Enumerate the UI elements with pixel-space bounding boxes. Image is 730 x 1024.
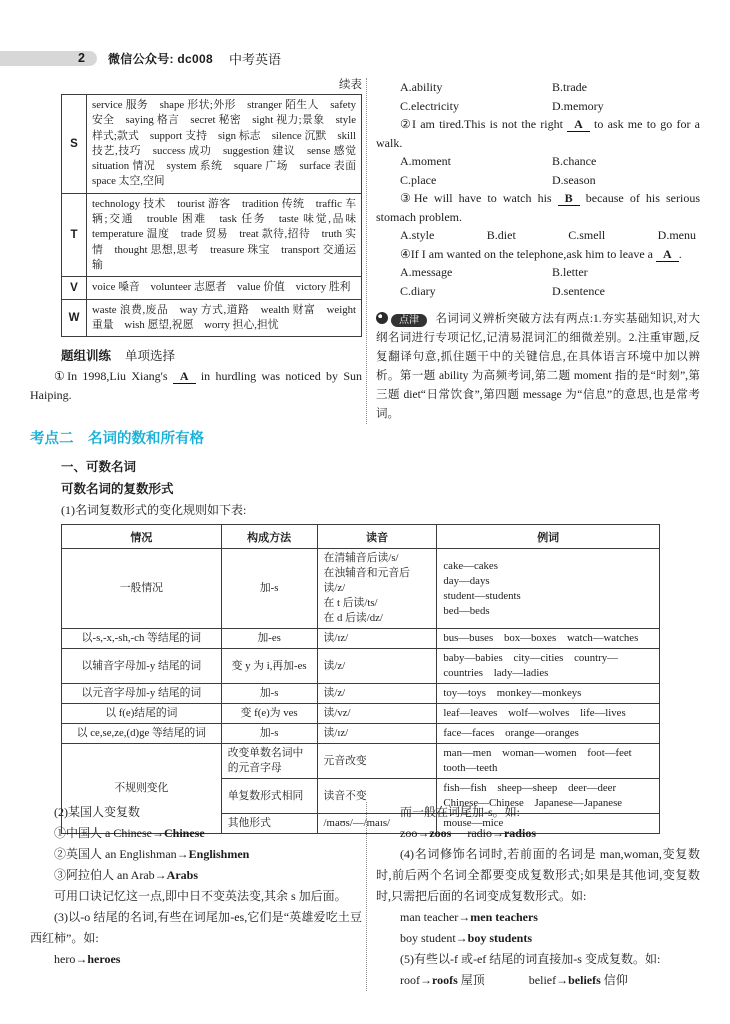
- example-item: [30, 844, 362, 865]
- q4-options-row-1: [376, 263, 700, 282]
- pron-cell: [317, 549, 437, 629]
- example-line: day—days: [443, 574, 490, 587]
- example-cell: fish—fish sheep—sheep deer—deer Chinese—Chinese Japanese—Japanese: [437, 779, 660, 814]
- example-cell: baby—babies city—cities country—countries lady—ladies: [437, 649, 660, 684]
- method-cell: 改变单数名词中的元音字母: [221, 744, 317, 779]
- paragraph: 可用口诀记忆这一点,即中日不变英法变,其余 s 加后面。: [54, 889, 347, 903]
- q4-options-row-2: [376, 282, 700, 301]
- q1-options-row-1: [376, 78, 700, 97]
- example-item: [30, 865, 362, 886]
- table-row: [62, 704, 660, 724]
- pron-cell: 元音改变: [317, 744, 437, 779]
- pron-cell: /maʊs/—/maɪs/: [317, 814, 437, 834]
- bottom-columns: [30, 802, 700, 991]
- example-line: student—students: [443, 589, 521, 602]
- example-item: [30, 949, 362, 970]
- question-3-answer: B: [558, 191, 580, 206]
- table-row: [62, 684, 660, 704]
- case-cell: 以 ce,se,ze,(d)ge 等结尾的词: [62, 724, 222, 744]
- case-cell: 以辅音字母加-y 结尾的词: [62, 649, 222, 684]
- example-bold: radios: [503, 826, 536, 840]
- example-pre: man teacher→: [400, 910, 471, 924]
- method-cell: 变 y 为 i,再加-es: [221, 649, 317, 684]
- q2-options-row-2: [376, 171, 700, 190]
- vocab-letter: T: [62, 193, 87, 276]
- vocab-letter: S: [62, 95, 87, 194]
- example-cell: bus—buses box—boxes watch—watches: [437, 629, 660, 649]
- plural-header-row: [62, 525, 660, 549]
- example-item: [376, 907, 700, 928]
- option: D.season: [552, 172, 596, 187]
- example-item: [376, 823, 700, 844]
- example-bold: zoos: [429, 826, 452, 840]
- question-4-text: ④If I am wanted on the telephone,ask him to leave a: [400, 246, 654, 261]
- section-heading: 考点二 名词的数和所有格: [30, 431, 204, 447]
- vocab-words: voice 嗓音 volunteer 志愿者 value 价值 victory 胜利: [87, 277, 362, 299]
- section-intro: (1)名词复数形式的变化规则如下表:: [61, 503, 247, 517]
- example-item: [30, 823, 362, 844]
- question-3-text-cont: because of his serious stomach problem.: [376, 191, 701, 224]
- option: A.moment: [400, 154, 451, 168]
- method-cell: 加-s: [221, 724, 317, 744]
- bottom-left-column: [30, 802, 362, 991]
- question-4-text-cont: .: [678, 246, 682, 261]
- pron-line: 在浊辅音和元音后读/z/: [323, 567, 410, 594]
- option: B.letter: [552, 265, 588, 279]
- pron-cell: 读/z/: [317, 649, 437, 684]
- case-cell: 以-s,-x,-sh,-ch 等结尾的词: [62, 629, 222, 649]
- method-cell: 变 f(e)为 ves: [221, 704, 317, 724]
- example-bold: heroes: [87, 952, 121, 966]
- top-right-column: [366, 78, 700, 424]
- example-cell: man—men woman—women foot—feet tooth—teeth: [437, 744, 660, 779]
- question-2-text: ②I am tired.This is not the right: [400, 117, 563, 131]
- option: D.menu: [657, 228, 696, 242]
- question-4: [376, 245, 700, 264]
- example-cell: [437, 549, 660, 629]
- drill-heading: [61, 346, 362, 364]
- top-columns: [30, 78, 700, 424]
- tip-badge: 点津: [391, 314, 427, 327]
- example-item: [376, 928, 700, 949]
- example-bold: men teachers: [470, 910, 538, 924]
- column-header: 情况: [62, 525, 222, 549]
- paragraph: 而一般在词尾加-s。如:: [400, 805, 521, 819]
- question-1: [30, 367, 362, 405]
- example-line: cake—cakes: [443, 559, 498, 572]
- example-pre: roof→: [400, 973, 432, 987]
- case-cell: 一般情况: [62, 549, 222, 629]
- page-number: 2: [78, 50, 85, 65]
- pron-cell: 读/vz/: [317, 704, 437, 724]
- question-1-answer: A: [173, 369, 196, 384]
- question-3: [376, 189, 700, 226]
- example-line: bed—beds: [443, 604, 490, 617]
- paragraph: (3)以-o 结尾的名词,有些在词尾加-es,它们是“英雄爱吃土豆西红柿”。如:: [30, 910, 362, 945]
- example-pre: ③阿拉伯人 an Arab→: [54, 868, 167, 882]
- vocab-row-v: [62, 277, 362, 299]
- question-2-answer: A: [567, 117, 590, 132]
- page-header: [0, 50, 281, 66]
- tip-text: 名词词义辨析突破方法有两点:1.夯实基础知识,对大纲名词进行专项记忆,记清易混词汇的细微差别。2.注重审题,反复翻译句意,抓住题干中的关键信息,在具体语言环境中加以辨析。第一题 ability 为高频考词,第二题 moment 指的是“时刻”,第三题 diet“日常饮食”,第四题 message 为“信息”的意思,也是常考词。: [376, 313, 700, 420]
- top-left-column: [30, 78, 367, 424]
- option: B.diet: [486, 228, 516, 242]
- q3-options-row: [376, 226, 700, 245]
- method-cell: 加-s: [221, 684, 317, 704]
- vocab-row-s: [62, 95, 362, 194]
- question-2: [376, 115, 700, 152]
- wechat-brand-label: 微信公众号: dc008: [108, 51, 213, 66]
- table-row: [62, 629, 660, 649]
- q1-options-row-2: [376, 97, 700, 116]
- example-bold: boy students: [467, 931, 533, 945]
- example-post: 屋顶: [457, 973, 485, 987]
- example-bold: Chinese: [164, 826, 205, 840]
- book-title: 中考英语: [228, 51, 281, 67]
- example-pre: ①中国人 a Chinese→: [54, 826, 164, 840]
- case-cell: 以 f(e)结尾的词: [62, 704, 222, 724]
- method-cell: 加-s: [221, 549, 317, 629]
- paragraph: (4)名词修饰名词时,若前面的名词是 man,woman,变复数时,前后两个名词全都要变成复数形式;如果是其他词,变复数时,只需把后面的名词变成复数形式。如:: [376, 847, 700, 903]
- pron-cell: 读/ɪz/: [317, 629, 437, 649]
- vocab-table: [61, 94, 367, 337]
- option: C.smell: [568, 228, 606, 242]
- vocab-words: technology 技术 tourist 游客 tradition 传统 traffic 车辆;交通 trouble 困难 task 任务 taste 味觉,品味 temperature 温度 trade 贸易 treat 款待,招待 truth 实情 thought 思想,思考 treasure 珠宝 transport 交通运输: [87, 193, 362, 276]
- option: A.ability: [400, 80, 443, 94]
- column-header: 例词: [437, 525, 660, 549]
- question-1-text-cont: in hurdling was noticed by Sun Haiping.: [30, 369, 363, 403]
- pron-cell: 读/z/: [317, 684, 437, 704]
- page-number-pill: [0, 51, 97, 66]
- column-header: 读音: [317, 525, 437, 549]
- question-3-text: ③He will have to watch his: [400, 191, 552, 205]
- example-item: [376, 970, 700, 991]
- section-sub1: 一、可数名词: [61, 460, 137, 474]
- example-pre: hero→: [54, 952, 88, 966]
- vocab-letter: V: [62, 277, 87, 299]
- example-cell: leaf—leaves wolf—wolves life—lives: [437, 704, 660, 724]
- case-cell: 不规则变化: [62, 744, 222, 834]
- plural-rules-table: [61, 524, 660, 834]
- tip-block: [376, 310, 700, 424]
- option: C.electricity: [400, 98, 459, 113]
- question-1-text: ①In 1998,Liu Xiang's: [54, 369, 168, 384]
- case-cell: 以元音字母加-y 结尾的词: [62, 684, 222, 704]
- drill-subtitle: 单项选择: [125, 349, 176, 364]
- vocab-words: waste 浪费,废品 way 方式,道路 wealth 财富 weight 重量 wish 愿望,祝愿 worry 担心,担忧: [87, 299, 362, 337]
- option: C.place: [400, 172, 437, 187]
- table-row: [62, 649, 660, 684]
- example-pre: ②英国人 an Englishman→: [54, 847, 189, 861]
- example-bold: Englishmen: [188, 847, 250, 861]
- option: B.chance: [552, 154, 597, 168]
- column-header: 构成方法: [221, 525, 317, 549]
- example-pre: radio→: [467, 826, 504, 840]
- example-pre: zoo→: [400, 826, 430, 840]
- pron-cell: 读/ɪz/: [317, 724, 437, 744]
- drill-title: 题组训练: [61, 349, 112, 364]
- table-row: [62, 724, 660, 744]
- section-kaodian2: [30, 427, 700, 834]
- section-sub2: 可数名词的复数形式: [61, 482, 174, 496]
- question-2-text-cont: to ask me to go for a walk.: [376, 117, 700, 150]
- pron-line: 在 d 后读/dz/: [323, 612, 383, 624]
- option: A.style: [400, 228, 435, 242]
- option: D.sentence: [552, 283, 605, 298]
- table-row-irregular: [62, 744, 660, 779]
- vocab-row-w: [62, 299, 362, 337]
- method-cell: 单复数形式相同: [221, 779, 317, 814]
- q2-options-row-1: [376, 152, 700, 171]
- example-pre: boy student→: [400, 931, 468, 945]
- question-4-answer: A: [656, 247, 679, 262]
- example-bold: beliefs: [568, 973, 601, 987]
- paragraph: (5)有些以-f 或-ef 结尾的词直接加-s 变成复数。如:: [400, 952, 661, 966]
- example-cell: toy—toys monkey—monkeys: [437, 684, 660, 704]
- option: A.message: [400, 265, 453, 279]
- option: C.diary: [400, 283, 436, 298]
- vocab-letter: W: [62, 299, 87, 337]
- option: D.memory: [552, 98, 604, 113]
- example-bold: roofs: [432, 973, 458, 987]
- table-row-general: [62, 549, 660, 629]
- table-continued-label: 续表: [339, 79, 362, 91]
- bottom-right-column: [366, 802, 700, 991]
- example-pre: belief→: [528, 973, 569, 987]
- pron-cell: 读音不变: [317, 779, 437, 814]
- method-cell: 加-es: [221, 629, 317, 649]
- option: B.trade: [552, 80, 587, 94]
- example-bold: Arabs: [166, 868, 198, 882]
- pron-line: 在清辅音后读/s/: [323, 552, 399, 564]
- vocab-row-t: [62, 193, 362, 276]
- compass-icon: [376, 312, 388, 324]
- example-cell: face—faces orange—oranges: [437, 724, 660, 744]
- example-post: 信仰: [600, 973, 628, 987]
- method-cell: 其他形式: [221, 814, 317, 834]
- paragraph: (2)某国人变复数: [54, 805, 140, 819]
- vocab-words: service 服务 shape 形状;外形 stranger 陌生人 safety 安全 saying 格言 secret 秘密 sight 视力;景象 style 样式;款式 support 支持 sign 标志 silence 沉默 skill 技艺,技巧 success 成功 suggestion 建议 sense 感觉 situation 情况 system 系统 square 广场 surface 表面 space 太空,空间: [87, 95, 362, 194]
- pron-line: 在 t 后读/ts/: [323, 597, 378, 609]
- example-cell: mouse—mice: [437, 814, 660, 834]
